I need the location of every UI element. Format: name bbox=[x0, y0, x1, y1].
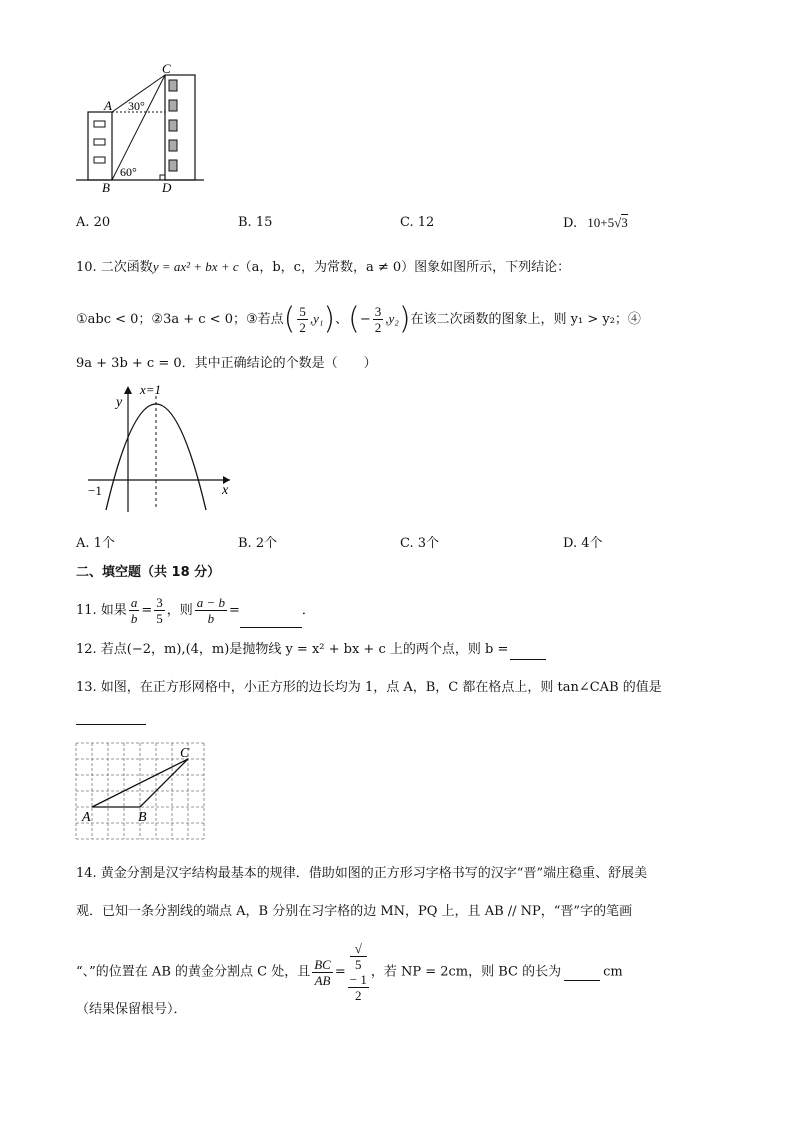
q11-pre: 11. 如果 bbox=[76, 603, 127, 618]
q13-answer-blank[interactable] bbox=[76, 708, 146, 725]
q10-option-c[interactable]: C. 3个 bbox=[400, 536, 440, 551]
grid-label-a: A bbox=[82, 810, 91, 825]
q10-formula: y = ax² + bx + c bbox=[152, 259, 239, 274]
q13-line: 13. 如图，在正方形网格中，小正方形的边长均为 1，点 A，B，C 都在格点上，则 tan∠CAB 的值是 bbox=[76, 680, 662, 695]
symmetry-label: x=1 bbox=[140, 382, 162, 397]
label-c: C bbox=[162, 61, 171, 76]
grid-label-c: C bbox=[180, 746, 190, 761]
parabola-figure bbox=[80, 380, 240, 520]
grid-label-b: B bbox=[138, 810, 147, 825]
q10-sep: 、 bbox=[335, 312, 349, 327]
q14-f2-den: 2 bbox=[355, 988, 362, 1003]
angle-60: 60° bbox=[120, 165, 137, 179]
q14-f2-rest: − 1 bbox=[349, 972, 367, 987]
q10-p2-den: 2 bbox=[374, 320, 382, 335]
q10-p2-y: ,y₂ bbox=[385, 311, 399, 326]
grid-figure bbox=[70, 735, 215, 850]
angle-30: 30° bbox=[128, 99, 145, 113]
q10-line3: 9a + 3b + c = 0．其中正确结论的个数是（ ） bbox=[76, 356, 377, 371]
q9-option-d-root: 3 bbox=[621, 215, 628, 230]
q9-option-c[interactable]: C. 12 bbox=[400, 215, 435, 230]
q14-f1-den: AB bbox=[314, 972, 331, 988]
q11-f2-num: 3 bbox=[156, 595, 163, 610]
section-title: 二、填空题（共 18 分） bbox=[76, 565, 221, 580]
q9-option-d-expr: 10+5 bbox=[587, 215, 615, 230]
q11-line bbox=[76, 594, 315, 628]
q14-eq: = bbox=[334, 964, 346, 980]
label-a: A bbox=[104, 98, 112, 113]
q14-line3: “、”的位置在 AB 的黄金分割点 C 处，且 $\frac{BC}{AB}$ = √ 5 − 1 2 ，若 NP = 2cm，则 BC 的长为 cm bbox=[76, 941, 623, 1003]
q9-option-a[interactable]: A. 20 bbox=[76, 215, 111, 230]
q10-number: 10. 二次函数 bbox=[76, 260, 153, 275]
q9-option-b[interactable]: B. 15 bbox=[238, 215, 273, 230]
q14-answer-blank[interactable] bbox=[564, 964, 600, 981]
q10-conclusions-1: ①abc < 0；②3a + c < 0；③若点 bbox=[76, 312, 284, 327]
q14-f1-num: BC bbox=[314, 956, 331, 972]
q9-option-d[interactable]: D. 10+5√3 bbox=[563, 215, 628, 231]
q14-line1: 14. 黄金分割是汉字结构最基本的规律．借助如图的正方形习字格书写的汉字“晋”端庄稳重、舒展美 bbox=[76, 866, 648, 881]
building-figure bbox=[70, 60, 210, 195]
label-d: D bbox=[162, 180, 172, 195]
q10-line1 bbox=[76, 257, 570, 278]
q11-answer-blank[interactable] bbox=[240, 607, 302, 628]
q12-text: 12. 若点(−2，m),(4，m)是抛物线 y = x² + bx + c 上的两个点，则 b = bbox=[76, 642, 509, 657]
q12-answer-blank[interactable] bbox=[510, 643, 546, 660]
q11-f1-num: a bbox=[130, 595, 138, 610]
q10-p1-den: 2 bbox=[299, 320, 306, 335]
q11-eq1: = bbox=[141, 603, 153, 618]
q11-end: ． bbox=[301, 603, 315, 618]
x-axis-label: x bbox=[222, 483, 229, 498]
q10-option-b[interactable]: B. 2个 bbox=[238, 536, 278, 551]
q10-conclusions-2: 在该二次函数的图象上，则 y₁ > y₂；④ bbox=[410, 312, 641, 327]
q10-line2: ①abc < 0；②3a + c < 0；③若点( $\frac{5}{2}$ ,y₁)、(− $\frac{3}{2}$ ,y₂)在该二次函数的图象上，则 y₁ > y₂；④ bbox=[76, 301, 641, 337]
q10-p1-y: ,y₁ bbox=[309, 311, 324, 326]
q14-line4: （结果保留根号）． bbox=[76, 1002, 187, 1017]
neg-one-label: −1 bbox=[88, 483, 102, 498]
q11-eq2: = bbox=[229, 603, 240, 618]
q10-option-d[interactable]: D. 4个 bbox=[563, 536, 603, 551]
q14-l3-a: “、”的位置在 AB 的黄金分割点 C 处，且 bbox=[76, 964, 311, 980]
q10-option-a[interactable]: A. 1个 bbox=[76, 536, 115, 551]
y-axis-label: y bbox=[116, 395, 123, 410]
q12-line bbox=[76, 640, 546, 660]
q10-condition: （a，b，c，为常数，a ≠ 0）图象如图所示，下列结论： bbox=[238, 260, 571, 275]
q14-unit: cm bbox=[603, 964, 623, 980]
q14-f2-root: 5 bbox=[350, 956, 367, 972]
q10-p2-num: 3 bbox=[374, 304, 382, 319]
label-b: B bbox=[102, 180, 110, 195]
q11-mid: ，则 bbox=[166, 603, 193, 618]
q14-line2: 观．已知一条分割线的端点 A，B 分别在习字格的边 MN，PQ 上，且 AB // NP，“晋”字的笔画 bbox=[76, 904, 633, 919]
q10-p2-minus: − bbox=[359, 312, 371, 327]
q11-f2-den: 5 bbox=[156, 611, 163, 626]
q10-p1-num: 5 bbox=[299, 304, 306, 319]
q11-f3-den: b bbox=[207, 611, 215, 626]
q14-l3-b: ，若 NP = 2cm，则 BC 的长为 bbox=[370, 964, 562, 980]
q9-option-d-prefix: D. bbox=[563, 216, 578, 231]
q11-f1-den: b bbox=[130, 611, 138, 626]
q11-f3-num: a − b bbox=[196, 595, 226, 610]
